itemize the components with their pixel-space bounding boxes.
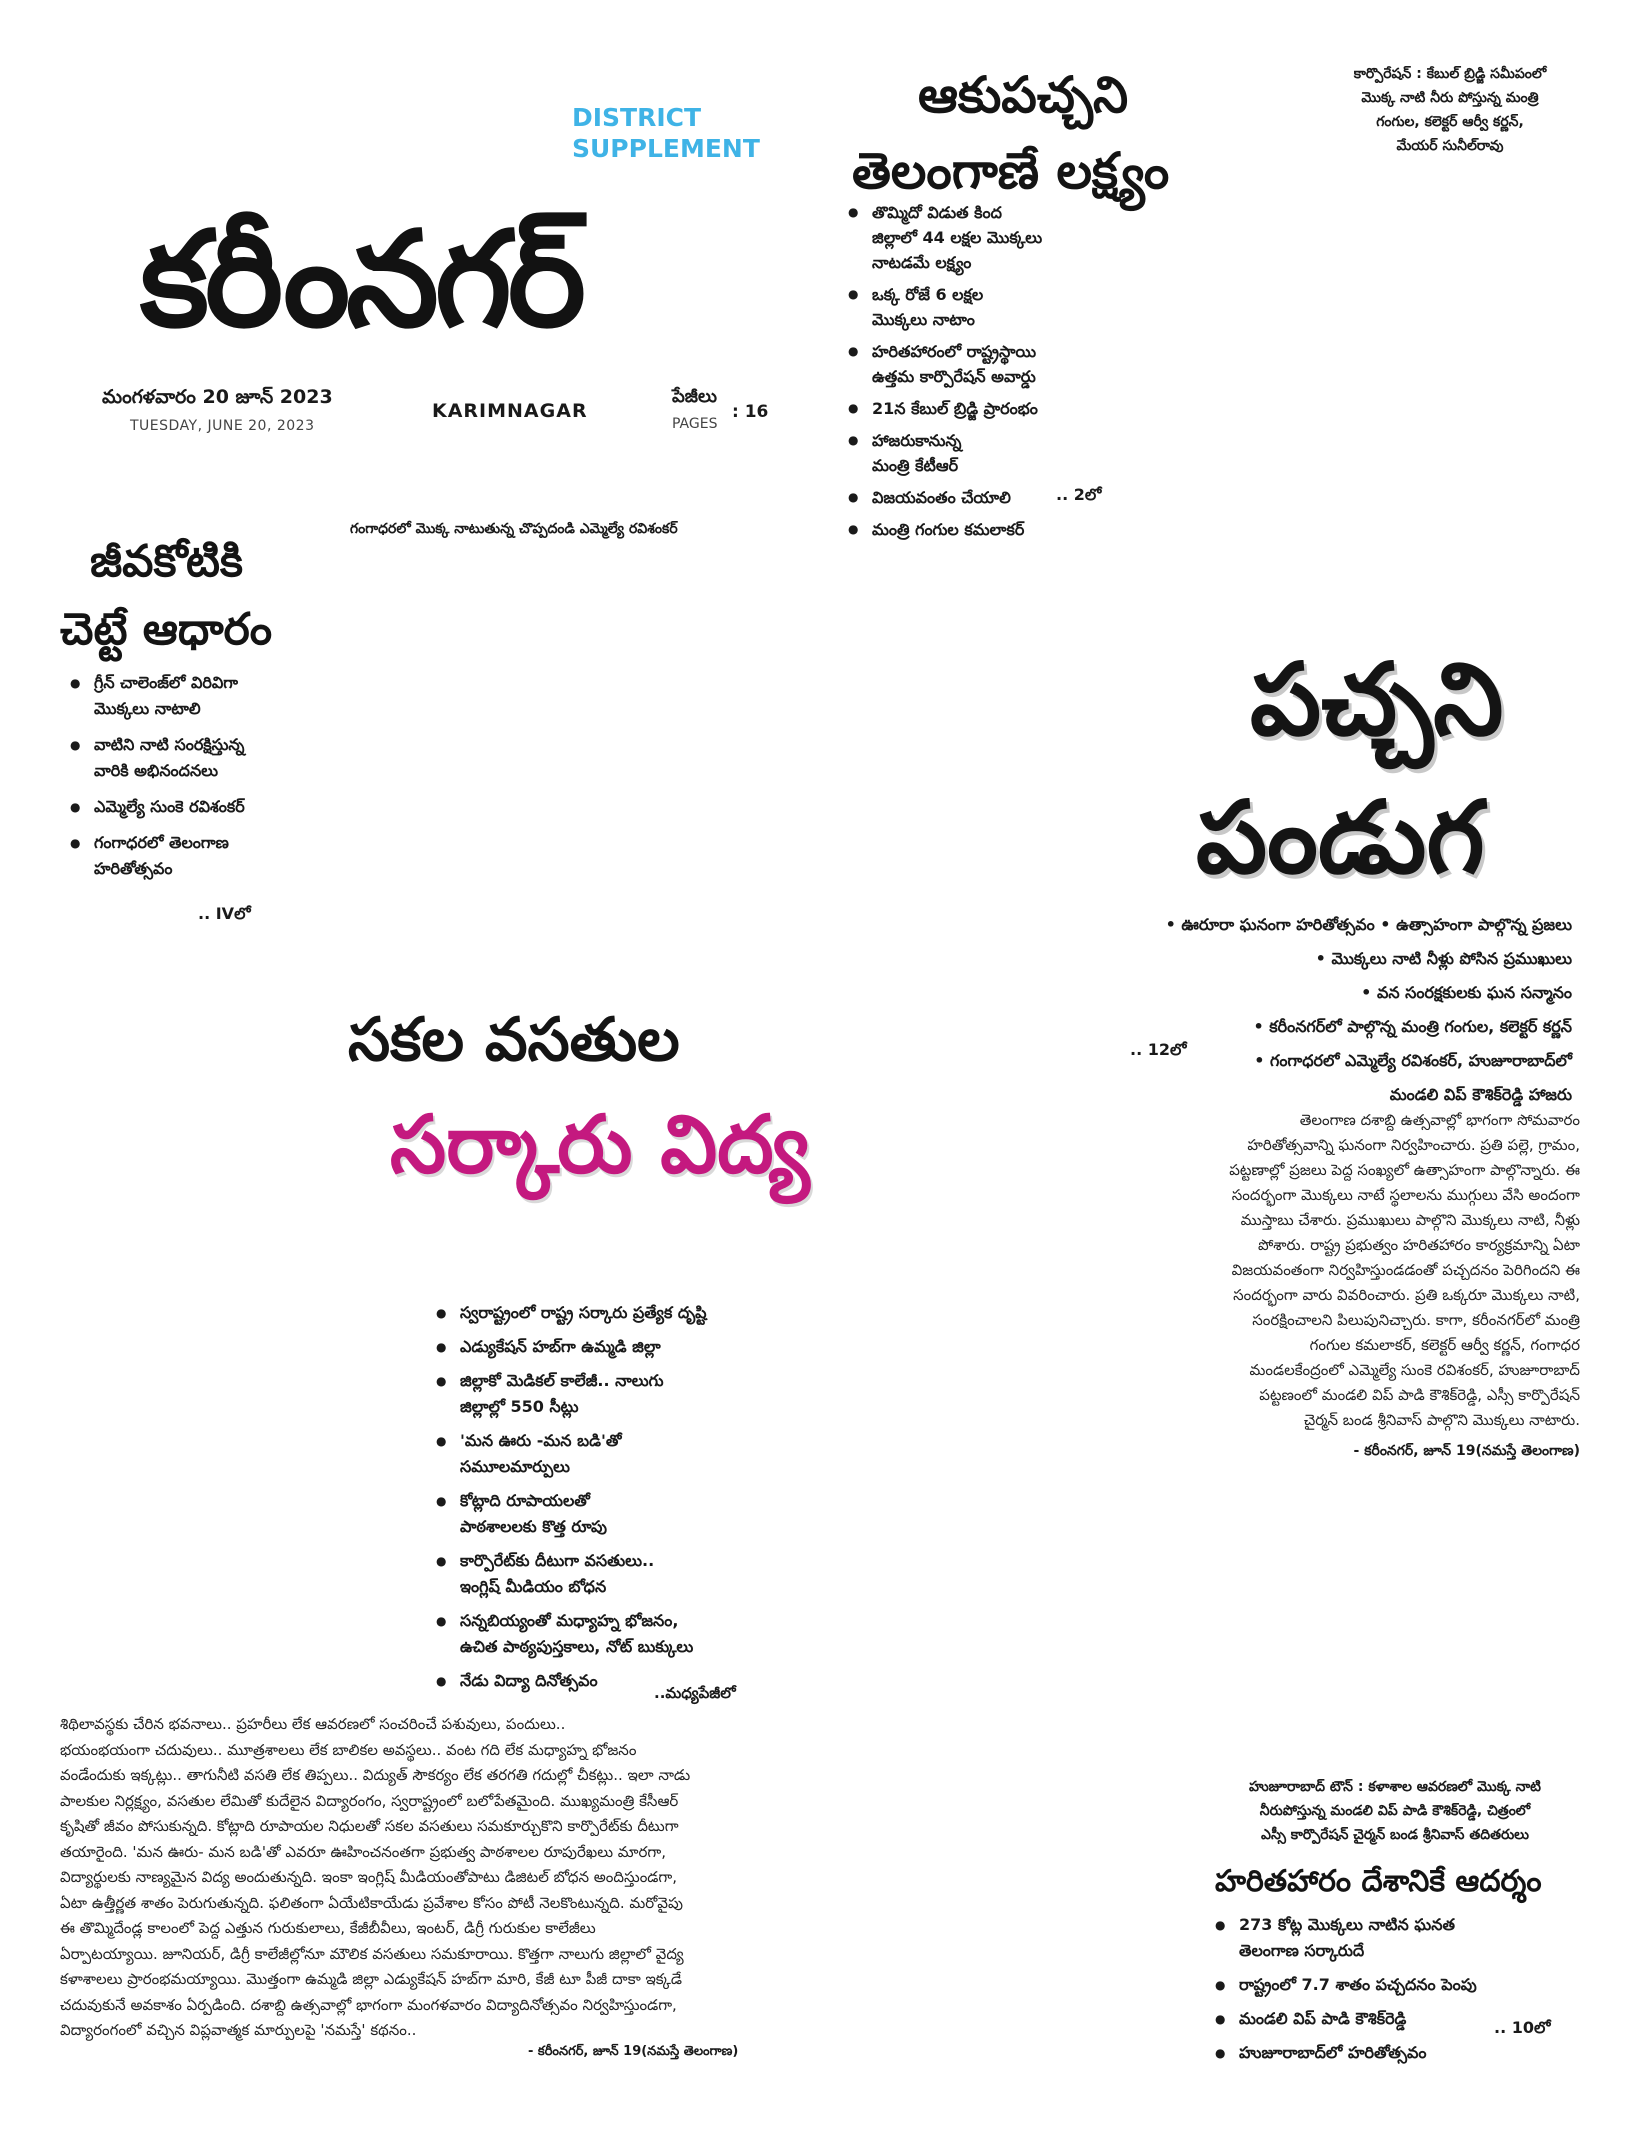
list-item: ● కోట్లాది రూపాయలతో పాఠశాలలకు కొత్త రూపు	[436, 1488, 776, 1540]
akupacha-bullet-list	[848, 200, 1148, 542]
masthead-title: కరీంనగర్	[140, 203, 582, 357]
district-supplement-label: DISTRICT SUPPLEMENT	[572, 103, 760, 163]
photo-caption-huzurabad: హుజూరాబాద్ టౌన్ : కళాశాల ఆవరణలో మొక్క నాటి నీరుపోస్తున్న మండలి విప్ పాడి కౌశిక్‌రెడ్డి, చిత్రంలో ఎస్సీ కార్పొరేషన్ చైర్మన్ బండ శ్రీనివాస్ తదితరులు	[1249, 1779, 1541, 1843]
list-item: ● ఎడ్యుకేషన్ హబ్‌గా ఉమ్మడి జిల్లా	[436, 1334, 776, 1360]
sakala-byline: - కరీంనగర్, జూన్ 19(నమస్తే తెలంగాణ)	[528, 2044, 739, 2059]
city-name: KARIMNAGAR	[432, 400, 588, 422]
pages-count: : 16	[732, 402, 769, 422]
list-item: ● గ్రీన్ చాలెంజ్‌లో విరివిగా మొక్కలు నాటాలి	[70, 670, 330, 722]
list-item: ● 273 కోట్ల మొక్కలు నాటిన ఘనత తెలంగాణ సర్కారుదే	[1215, 1912, 1555, 1964]
page-ref-sakala: ..మధ్యపేజీలో	[654, 1684, 736, 1702]
page-ref-pachani: .. 12లో	[1130, 1040, 1187, 1059]
headline-pachani-line2: పండుగ	[1196, 779, 1485, 896]
headline-pachani-line1: పచ్చని	[1250, 641, 1504, 758]
sakala-body-text: శిథిలావస్థకు చేరిన భవనాలు.. ప్రహరీలు లేక ఆవరణలో సంచరించే పశువులు, పందులు.. భయంభయంగా చదువులు.. మూత్రశాలలు లేక బాలికల అవస్థలు.. వంట గది లేక మధ్యాహ్న భోజనం వండేందుకు ఇక్కట్లు.. తాగునీటి వసతి లేక తిప్పలు.. విద్యుత్ సౌకర్యం లేక తరగతి గదుల్లో చీకట్లు.. ఇలా నాడు పాలకుల నిర్లక్ష్యం, వసతుల లేమితో కుదేలైన విద్యారంగం, స్వరాష్ట్రంలో బలోపేతమైంది. ముఖ్యమంత్రి కేసీఆర్ కృషితో జీవం పోసుకున్నది. కోట్లాది రూపాయల నిధులతో సకల వసతులు సమకూర్చుకొని కార్పొరేట్‌కు దీటుగా తయారైంది. 'మన ఊరు- మన బడి'తో ఎవరూ ఊహించనంతగా ప్రభుత్వ పాఠశాలల రూపురేఖలు మారగా, విద్యార్థులకు నాణ్యమైన విద్య అందుతున్నది. ఇంకా ఇంగ్లిష్ మీడియంతోపాటు డిజిటల్ బోధన అందిస్తుండగా, ఏటా ఉత్తీర్ణత శాతం పెరుగుతున్నది. ఫలితంగా ఏయేటికాయేడు ప్రవేశాల కోసం పోటీ నెలకొంటున్నది. మరోవైపు ఈ తొమ్మిదేండ్ల కాలంలో పెద్ద ఎత్తున గురుకులాలు, కేజీబీవీలు, ఇంటర్, డిగ్రీ గురుకుల కాలేజీలు ఏర్పాటయ్యాయి. జూనియర్, డిగ్రీ కాలేజీల్లోనూ మౌలిక వసతులు సమకూరాయి. కొత్తగా నాలుగు జిల్లాలో వైద్య కళాశాలలు ప్రారంభమయ్యాయి. మొత్తంగా ఉమ్మడి జిల్లా ఎడ్యుకేషన్ హబ్‌గా మారి, కేజీ టూ పీజీ దాకా ఇక్కడే చదువుకునే అవకాశం ఏర్పడింది. దశాబ్ది ఉత్సవాల్లో భాగంగా మంగళవారం విద్యాదినోత్సవం నిర్వహిస్తుండగా, విద్యారంగంలో వచ్చిన విప్లవాత్మక మార్పులపై 'నమస్తే' కథనం..	[60, 1715, 691, 2039]
headline-haritha: హరితహారం దేశానికే ఆదర్శం	[1215, 1864, 1542, 1899]
list-item: ● విజయవంతం చేయాలి	[848, 485, 1148, 510]
page-ref-akupacha: .. 2లో	[1056, 485, 1102, 504]
list-item: ● హుజూరాబాద్‌లో హరితోత్సవం	[1215, 2040, 1555, 2066]
photo-caption-corporation: కార్పొరేషన్ : కేబుల్ బ్రిడ్జి సమీపంలో మొక్క నాటి నీరు పోస్తున్న మంత్రి గంగుల, కలెక్టర్ ఆర్వీ కర్ణన్, మేయర్ సునీల్‌రావు	[1353, 66, 1547, 154]
list-item: • వన సంరక్షకులకు ఘన సన్మానం	[1361, 983, 1572, 1002]
list-item: ● గంగాధరలో తెలంగాణ హరితోత్సవం	[70, 830, 330, 882]
jeevakotiki-bullet-list	[70, 670, 330, 882]
pages-label-english: PAGES	[672, 416, 718, 432]
headline-sakala-line2: సర్కారు విద్య	[390, 1098, 810, 1191]
list-item: ● తొమ్మిదో విడుత కింద జిల్లాలో 44 లక్షల మొక్కలు నాటడమే లక్ష్యం	[848, 200, 1148, 275]
date-english: TUESDAY, JUNE 20, 2023	[130, 418, 315, 434]
list-item: ● 'మన ఊరు -మన బడి'తో సమూలమార్పులు	[436, 1428, 776, 1480]
list-item: ● 21న కేబుల్ బ్రిడ్జి ప్రారంభం	[848, 396, 1148, 421]
list-item: ● నేడు విద్యా దినోత్సవం	[436, 1668, 776, 1694]
list-item: ● ఎమ్మెల్యే సుంకె రవిశంకర్	[70, 794, 330, 820]
list-item: • ఊరూరా ఘనంగా హరితోత్సవం • ఉత్సాహంగా పాల్గొన్న ప్రజలు	[1165, 915, 1572, 934]
headline-jeevakotiki-line2: చెట్టే ఆధారం	[60, 604, 272, 655]
list-item: ● స్వరాష్ట్రంలో రాష్ట్ర సర్కారు ప్రత్యేక దృష్టి	[436, 1300, 776, 1326]
pachani-byline: - కరీంనగర్, జూన్ 19(నమస్తే తెలంగాణ)	[1353, 1443, 1580, 1459]
date-telugu: మంగళవారం 20 జూన్ 2023	[102, 386, 333, 408]
list-item: • కరీంనగర్‌లో పాల్గొన్న మంత్రి గంగుల, కలెక్టర్ కర్ణన్	[1253, 1017, 1572, 1036]
pachani-bullet-list	[1012, 908, 1572, 1112]
list-item: ● మండలి విప్ పాడి కౌశిక్‌రెడ్డి	[1215, 2006, 1555, 2032]
headline-akupacha-line1: ఆకుపచ్చని	[918, 66, 1129, 124]
haritha-bullet-list	[1215, 1912, 1555, 2066]
sakala-bullet-list	[436, 1300, 776, 1694]
list-item: • గంగాధరలో ఎమ్మెల్యే రవిశంకర్, హుజూరాబాద్‌లో	[1254, 1051, 1572, 1070]
headline-jeevakotiki-line1: జీవకోటికి	[90, 536, 243, 587]
photo-caption-gangadhara: గంగాధరలో మొక్క నాటుతున్న చొప్పదండి ఎమ్మెల్యే రవిశంకర్	[350, 521, 678, 537]
list-item: ● మంత్రి గంగుల కమలాకర్	[848, 517, 1148, 542]
list-item: ● హాజరుకానున్న మంత్రి కేటీఆర్	[848, 428, 1148, 478]
list-item: ● జిల్లాకో మెడికల్ కాలేజీ.. నాలుగు జిల్లాల్లో 550 సీట్లు	[436, 1368, 776, 1420]
headline-sakala-line1: సకల వసతుల	[348, 1005, 680, 1075]
pages-label-telugu: పేజీలు	[672, 386, 717, 407]
page-ref-jeevakotiki: .. IVలో	[198, 904, 251, 923]
pachani-body-text: తెలంగాణ దశాబ్ది ఉత్సవాల్లో భాగంగా సోమవారం హరితోత్సవాన్ని ఘనంగా నిర్వహించారు. ప్రతి పల్లె, గ్రామం, పట్టణాల్లో ప్రజలు పెద్ద సంఖ్యలో ఉత్సాహంగా పాల్గొన్నారు. ఈ సందర్భంగా మొక్కలు నాటే స్థలాలను ముగ్గులు వేసి అందంగా ముస్తాబు చేశారు. ప్రముఖులు పాల్గొని మొక్కలు నాటి, నీళ్లు పోశారు. రాష్ట్ర ప్రభుత్వం హరితహారం కార్యక్రమాన్ని ఏటా విజయవంతంగా నిర్వహిస్తుండడంతో పచ్చదనం పెరిగిందని ఈ సందర్భంగా వారు వివరించారు. ప్రతి ఒక్కరూ మొక్కలు నాటి, సంరక్షించాలని పిలుపునిచ్చారు. కాగా, కరీంనగర్‌లో మంత్రి గంగుల కమలాకర్, కలెక్టర్ ఆర్వీ కర్ణన్, గంగాధర మండలకేంద్రంలో ఎమ్మెల్యే సుంకె రవిశంకర్, హుజూరాబాద్ పట్టణంలో మండలి విప్ పాడి కౌశిక్‌రెడ్డి, ఎస్సీ కార్పొరేషన్ చైర్మన్ బండ శ్రీనివాస్ పాల్గొని మొక్కలు నాటారు.	[1229, 1111, 1580, 1429]
list-item: ● వాటిని నాటి సంరక్షిస్తున్న వారికి అభినందనలు	[70, 732, 330, 784]
list-item: • మొక్కలు నాటి నీళ్లు పోసిన ప్రముఖులు	[1315, 949, 1572, 968]
headline-akupacha-line2: తెలంగాణే లక్ష్యం	[852, 142, 1170, 200]
list-item: ● కార్పొరేట్‌కు దీటుగా వసతులు.. ఇంగ్లిష్ మీడియం బోధన	[436, 1548, 776, 1600]
list-item: మండలి విప్ కౌశిక్‌రెడ్డి హాజరు	[1389, 1085, 1572, 1104]
list-item: ● రాష్ట్రంలో 7.7 శాతం పచ్చదనం పెంపు	[1215, 1972, 1555, 1998]
page-ref-haritha: .. 10లో	[1494, 2018, 1551, 2037]
list-item: ● హరితహారంలో రాష్ట్రస్థాయి ఉత్తమ కార్పొరేషన్ అవార్డు	[848, 339, 1148, 389]
list-item: ● సన్నబియ్యంతో మధ్యాహ్న భోజనం, ఉచిత పాఠ్యపుస్తకాలు, నోట్ బుక్కులు	[436, 1608, 776, 1660]
list-item: ● ఒక్క రోజే 6 లక్షల మొక్కలు నాటాం	[848, 282, 1148, 332]
